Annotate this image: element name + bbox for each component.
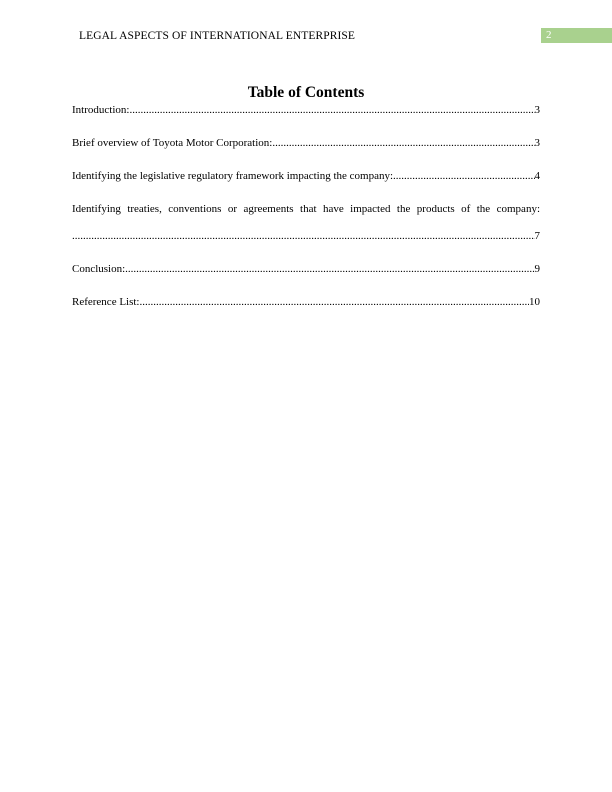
toc-entry-label: Identifying the legislative regulatory framework impacting the company: bbox=[72, 170, 394, 182]
toc-entry-page: 3 bbox=[534, 137, 540, 149]
toc-entry-label: Introduction: bbox=[72, 104, 130, 116]
toc-entry-treaties[interactable] bbox=[72, 230, 540, 243]
toc-entry-page: 10 bbox=[529, 296, 540, 308]
toc-dot-leader bbox=[129, 104, 534, 117]
toc-entry-conclusion[interactable] bbox=[72, 263, 540, 276]
toc-entry-reference-list[interactable] bbox=[72, 296, 540, 309]
toc-entry-treaties-label[interactable]: Identifying treaties, conventions or agreements that have impacted the products of the company: bbox=[72, 203, 540, 215]
toc-entry-legislative-framework[interactable] bbox=[72, 170, 540, 183]
toc-entry-label: Brief overview of Toyota Motor Corporation: bbox=[72, 137, 273, 149]
running-header-title: LEGAL ASPECTS OF INTERNATIONAL ENTERPRISE bbox=[79, 30, 356, 42]
toc-dot-leader bbox=[72, 230, 535, 243]
toc-entry-brief-overview[interactable] bbox=[72, 137, 540, 150]
page-number-badge bbox=[541, 28, 612, 43]
toc-entry-page: 4 bbox=[534, 170, 540, 182]
toc-dot-leader bbox=[393, 170, 534, 183]
toc-entry-page: 7 bbox=[534, 230, 540, 242]
page-number: 2 bbox=[546, 29, 552, 41]
toc-heading: Table of Contents bbox=[247, 84, 365, 101]
toc-dot-leader bbox=[140, 296, 530, 309]
toc-dot-leader bbox=[125, 263, 534, 276]
toc-entry-page: 9 bbox=[534, 263, 540, 275]
toc-entry-page: 3 bbox=[534, 104, 540, 116]
toc-dot-leader bbox=[272, 137, 534, 150]
toc-entry-label: Conclusion: bbox=[72, 263, 126, 275]
toc-entry-introduction[interactable] bbox=[72, 104, 540, 117]
toc-entry-label: Reference List: bbox=[72, 296, 140, 308]
